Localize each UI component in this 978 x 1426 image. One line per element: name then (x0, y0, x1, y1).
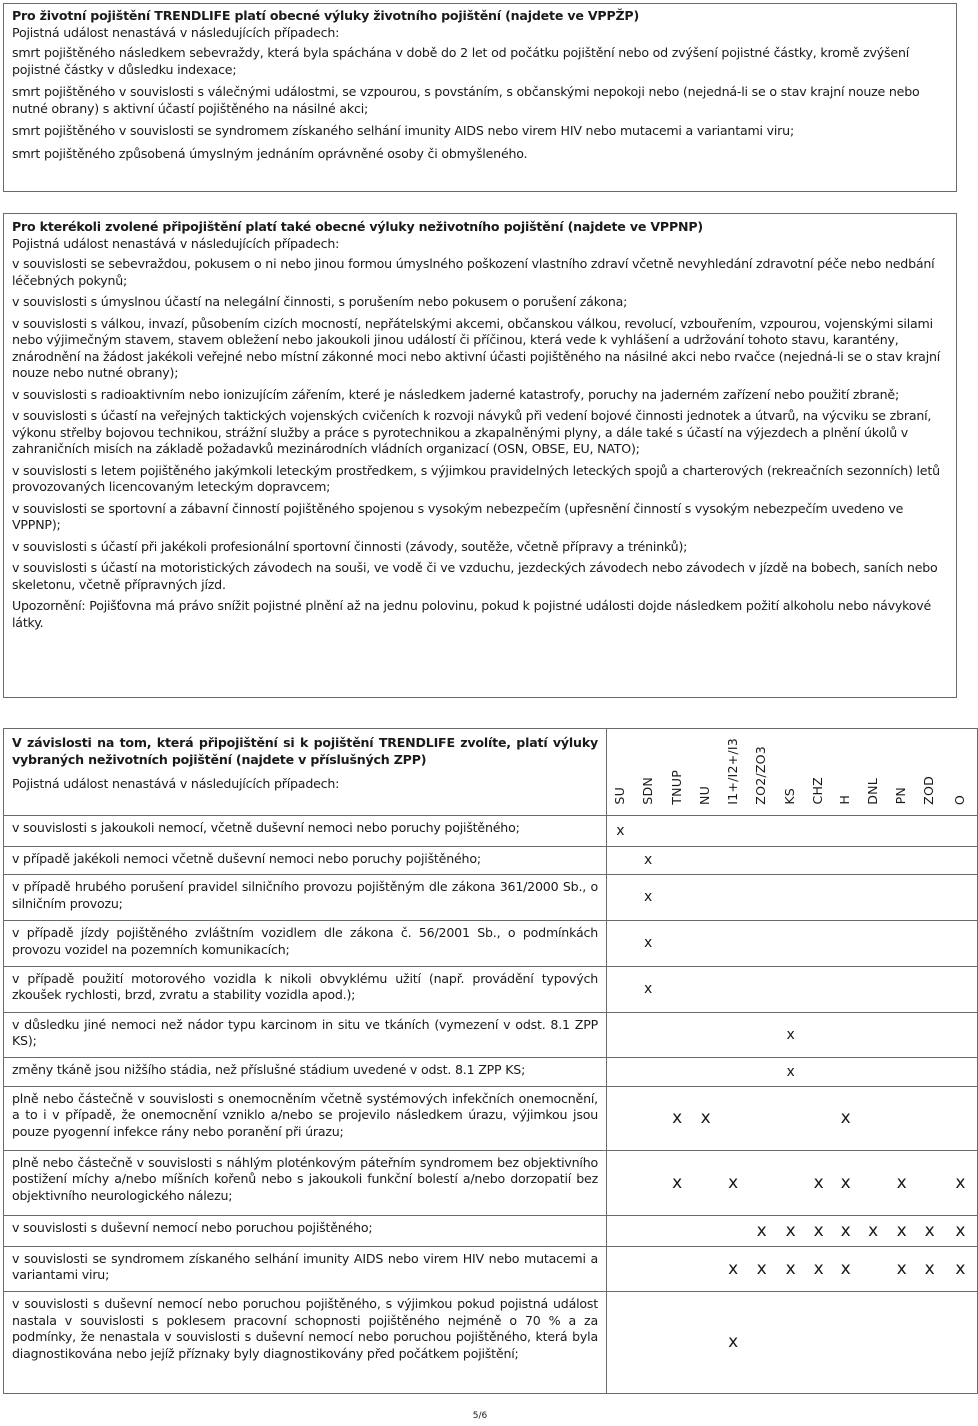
exclusion-mark (747, 921, 777, 967)
nonlife-exclusions-heading: Pro kterékoli zvolené připojištění platí také obecné výluky neživotního pojištění (najdete ve VPPNP) (12, 219, 703, 234)
column-label: KS (782, 788, 798, 805)
exclusion-mark (663, 1246, 692, 1292)
exclusion-mark (747, 966, 777, 1012)
exclusion-mark (663, 921, 692, 967)
exclusion-mark (888, 1012, 916, 1058)
exclusion-mark (916, 1086, 944, 1150)
exclusion-mark (720, 966, 747, 1012)
exclusion-mark (888, 1058, 916, 1086)
exclusion-mark: x (777, 1246, 805, 1292)
exclusion-mark (859, 1086, 888, 1150)
row-description: plně nebo částečně v souvislosti s náhlým ploténkovým páteřním syndromem bez objektivního postižení míchy a/nebo míšních kořenů nebo s jakoukoli funkční bolestí a/nebo dorzopatií bez objektivního neurologického nálezu; (4, 1150, 607, 1215)
exclusion-mark (607, 1216, 634, 1247)
exclusion-mark (805, 1292, 833, 1394)
exclusion-mark (888, 1292, 916, 1394)
exclusion-mark (607, 966, 634, 1012)
column-header (944, 729, 978, 816)
exclusion-mark (916, 846, 944, 874)
rider-exclusions-table (3, 728, 978, 1394)
exclusion-mark (916, 1012, 944, 1058)
exclusion-mark: x (663, 1086, 692, 1150)
row-description: v případě jakékoli nemoci včetně duševní nemoci nebo poruchy pojištěného; (4, 846, 607, 874)
table-row (4, 846, 978, 874)
exclusion-mark (720, 1216, 747, 1247)
exclusion-mark (833, 921, 859, 967)
row-description: v případě použití motorového vozidla k nikoli obvyklému užití (např. provádění typových zkoušek rychlosti, brzd, zvratu a stability vozidla apod.); (4, 966, 607, 1012)
exclusion-mark (944, 875, 978, 921)
exclusion-mark (720, 816, 747, 847)
exclusion-mark (692, 966, 720, 1012)
exclusion-mark (663, 1292, 692, 1394)
exclusion-mark (859, 1012, 888, 1058)
exclusion-mark (833, 966, 859, 1012)
exclusion-mark (720, 1086, 747, 1150)
exclusion-mark (607, 846, 634, 874)
exclusion-item: smrt pojištěného způsobená úmyslným jednáním oprávněné osoby či obmyšleného. (12, 145, 528, 161)
exclusion-mark: x (634, 966, 663, 1012)
table-heading: V závislosti na tom, která připojištění si k pojištění TRENDLIFE zvolíte, platí výluky vybraných neživotních pojištění (najdete v příslušných ZPP) (12, 735, 598, 767)
exclusion-mark (859, 1292, 888, 1394)
table-header-row (4, 729, 978, 816)
exclusion-item: Upozornění: Pojišťovna má právo snížit pojistné plnění až na jednu polovinu, pokud k pojistné události dojde následkem požití alkoholu nebo návykové látky. (12, 598, 932, 630)
exclusion-mark (916, 1150, 944, 1215)
exclusion-mark (777, 875, 805, 921)
row-description: v případě jízdy pojištěného zvláštním vozidlem dle zákona č. 56/2001 Sb., o podmínkách provozu vozidel na pozemních komunikacích; (4, 921, 607, 967)
exclusion-mark: x (916, 1216, 944, 1247)
exclusion-mark (916, 1292, 944, 1394)
column-label: ZO2/ZO3 (753, 746, 769, 805)
column-label: O (952, 794, 967, 805)
exclusion-mark (720, 875, 747, 921)
exclusion-mark: x (833, 1150, 859, 1215)
exclusion-mark (777, 816, 805, 847)
exclusion-mark: x (777, 1012, 805, 1058)
exclusion-mark: x (634, 846, 663, 874)
table-row (4, 1292, 978, 1394)
exclusion-mark (944, 1012, 978, 1058)
exclusion-mark (607, 1150, 634, 1215)
table-row (4, 1058, 978, 1086)
exclusion-mark (634, 1012, 663, 1058)
exclusion-mark (888, 921, 916, 967)
exclusion-mark (888, 1086, 916, 1150)
exclusion-mark (720, 846, 747, 874)
column-header (692, 729, 720, 816)
exclusion-mark (805, 1086, 833, 1150)
exclusion-mark (805, 875, 833, 921)
exclusion-mark: x (720, 1292, 747, 1394)
life-exclusions-box (3, 3, 957, 192)
exclusion-mark: x (747, 1216, 777, 1247)
table-row (4, 875, 978, 921)
exclusion-item: v souvislosti s úmyslnou účastí na nelegální činnosti, s porušením nebo pokusem o porušení zákona; (12, 294, 628, 309)
exclusion-mark (944, 966, 978, 1012)
exclusion-mark (833, 1292, 859, 1394)
exclusion-mark (805, 846, 833, 874)
exclusion-mark (833, 1012, 859, 1058)
exclusion-mark (692, 1150, 720, 1215)
exclusion-mark (663, 1216, 692, 1247)
exclusion-mark: x (888, 1216, 916, 1247)
exclusion-mark (916, 921, 944, 967)
exclusion-mark (607, 875, 634, 921)
exclusion-mark (859, 1058, 888, 1086)
exclusion-mark (692, 816, 720, 847)
column-label: SU (612, 787, 627, 805)
column-header (607, 729, 634, 816)
exclusion-item: v souvislosti s účastí na veřejných taktických vojenských cvičeních k rozvoji návyků při vedení bojové činnosti jednotek a útvarů, na výcviku se zbraní, výkonu střelby bojovou technikou, strážní služby a práce s pyrotechnikou a zkapalněnými plyny, a dále také s účastí na výjezdech a plnění úkolů v zahraničních misích na základě požadavků mezinárodních vládních organizací (OSN, OBSE, EU, NATO); (12, 408, 932, 456)
exclusion-mark (634, 1246, 663, 1292)
exclusion-mark: x (916, 1246, 944, 1292)
exclusion-item: v souvislosti se sportovní a zábavní činností pojištěného spojenou s vysokým nebezpečím (upřesnění činností s vysokým nebezpečím uvedeno ve VPPNP); (12, 500, 904, 532)
exclusion-mark: x (944, 1216, 978, 1247)
exclusion-item: v souvislosti s válkou, invazí, působením cizích mocností, nepřátelskými akcemi, občanskou válkou, revolucí, vzbouřením, vzpourou, vojenskými silami nebo výjimečným stavem, stavem obležení nebo jakoukoli jinou událostí či příčinou, která vede k vyhlášení a udržování tohoto stavu, karantény, znárodnění na žádost jakékoli veřejné nebo místní zákonné moci nebo aktivní účasti pojištěného na násilné akci nebo rvačce (nejedná-li se o stav krajní nouze nebo nutné obrany); (12, 315, 941, 380)
exclusion-mark (859, 846, 888, 874)
exclusion-mark: x (747, 1246, 777, 1292)
exclusion-mark (777, 846, 805, 874)
exclusion-mark (692, 1012, 720, 1058)
exclusion-mark (607, 1012, 634, 1058)
exclusion-mark (663, 816, 692, 847)
exclusion-mark: x (663, 1150, 692, 1215)
exclusion-item: v souvislosti se sebevraždou, pokusem o ni nebo jinou formou úmyslného poškození vlastního zdraví včetně nevyhledání zdravotní péče nebo nedbání léčebných pokynů; (12, 256, 935, 288)
exclusion-mark (888, 816, 916, 847)
exclusion-mark (607, 921, 634, 967)
row-description: změny tkáně jsou nižšího stádia, než příslušné stádium uvedené v odst. 8.1 ZPP KS; (4, 1058, 607, 1086)
exclusion-mark (859, 966, 888, 1012)
table-row (4, 1150, 978, 1215)
column-header (859, 729, 888, 816)
exclusion-mark (747, 1150, 777, 1215)
exclusion-mark (833, 875, 859, 921)
exclusion-mark (859, 1246, 888, 1292)
exclusion-mark (692, 846, 720, 874)
exclusion-mark: x (833, 1216, 859, 1247)
exclusion-mark (833, 846, 859, 874)
column-header (720, 729, 747, 816)
row-description: v souvislosti s duševní nemocí nebo poruchou pojištěného, s výjimkou pokud pojistná událost nastala v souvislosti s poklesem pracovní schopnosti pojištěného nejméně o 70 % a za podmínky, že nenastala v souvislosti s duševní nemocí nebo poruchou pojištěného, která byla diagnostikována nebo jejíž příznaky byly diagnostikovány před počátkem pojištění; (4, 1292, 607, 1394)
table-row (4, 1216, 978, 1247)
exclusion-mark: x (607, 816, 634, 847)
exclusion-mark (692, 1292, 720, 1394)
exclusion-item: smrt pojištěného následkem sebevraždy, která byla spáchána v době do 2 let od počátku pojištění nebo od zvýšení pojistné částky, kromě zvýšení pojistné částky v důsledku indexace; (12, 45, 910, 77)
exclusion-mark (663, 875, 692, 921)
column-label: ZOD (921, 775, 937, 805)
exclusion-mark (607, 1292, 634, 1394)
page-number: 5/6 (472, 1411, 488, 1421)
exclusion-mark: x (805, 1246, 833, 1292)
table-row (4, 1086, 978, 1150)
exclusion-mark (720, 921, 747, 967)
exclusion-item: v souvislosti s letem pojištěného jakýmkoli leteckým prostředkem, s výjimkou pravidelných leteckých spojů a charterových (rekreačních sezonních) letů provozovaných licencovaným leteckým dopravcem; (12, 462, 940, 494)
exclusion-mark (720, 1058, 747, 1086)
exclusion-mark (607, 1058, 634, 1086)
column-label: DNL (864, 778, 880, 805)
exclusion-mark (747, 1086, 777, 1150)
exclusion-mark (888, 875, 916, 921)
exclusion-mark (916, 816, 944, 847)
exclusion-mark (747, 875, 777, 921)
exclusion-mark: x (888, 1150, 916, 1215)
exclusion-mark: x (805, 1216, 833, 1247)
column-header (888, 729, 916, 816)
exclusion-mark (747, 816, 777, 847)
exclusion-mark (692, 875, 720, 921)
exclusion-mark: x (692, 1086, 720, 1150)
exclusion-mark (805, 1058, 833, 1086)
table-intro: Pojistná událost nenastává v následujících případech: (12, 776, 340, 791)
exclusion-mark (805, 921, 833, 967)
exclusion-mark (607, 1246, 634, 1292)
column-header (747, 729, 777, 816)
exclusion-mark (888, 846, 916, 874)
nonlife-exclusions-intro: Pojistná událost nenastává v následujících případech: (12, 235, 340, 251)
column-label: H (837, 795, 853, 805)
exclusion-mark (747, 846, 777, 874)
exclusion-mark (944, 1292, 978, 1394)
exclusion-mark (777, 966, 805, 1012)
exclusion-mark (747, 1292, 777, 1394)
exclusion-mark: x (833, 1246, 859, 1292)
exclusion-mark (663, 1012, 692, 1058)
exclusion-mark (777, 1292, 805, 1394)
nonlife-exclusions-list (12, 256, 948, 631)
exclusion-mark (916, 966, 944, 1012)
table-row (4, 966, 978, 1012)
exclusion-mark (833, 1058, 859, 1086)
exclusion-mark: x (777, 1216, 805, 1247)
exclusion-mark (634, 1058, 663, 1086)
column-header (777, 729, 805, 816)
exclusion-mark: x (720, 1246, 747, 1292)
exclusion-mark (944, 921, 978, 967)
exclusion-mark (663, 1058, 692, 1086)
table-row (4, 921, 978, 967)
exclusion-mark (692, 921, 720, 967)
exclusion-item: v souvislosti s radioaktivním nebo ionizujícím zářením, které je následkem jaderné katastrofy, poruchy na jaderném zařízení nebo použití zbraně; (12, 386, 900, 402)
exclusion-mark: x (833, 1086, 859, 1150)
exclusion-mark (777, 921, 805, 967)
column-label: PN (893, 787, 909, 805)
exclusion-mark (859, 921, 888, 967)
exclusion-mark: x (944, 1150, 978, 1215)
nonlife-exclusions-box (3, 213, 957, 698)
row-description: plně nebo částečně v souvislosti s onemocněním včetně systémových infekčních onemocnění, a to i v případě, že onemocnění vzniklo a/nebo se projevilo následkem úrazu, výjimkou jsou pouze pyogenní infekce rány nebo poranění při úrazu; (4, 1086, 607, 1150)
exclusion-mark (692, 1216, 720, 1247)
column-header (805, 729, 833, 816)
row-description: v souvislosti s jakoukoli nemocí, včetně duševní nemoci nebo poruchy pojištěného; (4, 816, 607, 847)
exclusion-mark (944, 816, 978, 847)
exclusion-mark (916, 1058, 944, 1086)
exclusion-item: v souvislosti s účastí při jakékoli profesionální sportovní činnosti (závody, soutěže, včetně přípravy a tréninků); (12, 538, 688, 554)
exclusion-mark: x (777, 1058, 805, 1086)
table-row (4, 816, 978, 847)
column-label: CHZ (810, 777, 826, 805)
exclusion-mark (747, 1012, 777, 1058)
exclusion-mark (833, 816, 859, 847)
exclusion-mark (634, 1150, 663, 1215)
column-header (916, 729, 944, 816)
column-label: I1+/I2+/I3 (724, 738, 740, 805)
life-exclusions-intro: Pojistná událost nenastává v následujících případech: (12, 24, 340, 40)
row-description: v důsledku jiné nemoci než nádor typu karcinom in situ ve tkáních (vymezení v odst. 8.1 ZPP KS); (4, 1012, 607, 1058)
column-label: NU (697, 785, 713, 805)
exclusion-mark (634, 1292, 663, 1394)
column-label: TNUP (668, 770, 684, 805)
column-header (663, 729, 692, 816)
exclusion-mark (944, 846, 978, 874)
exclusion-mark (777, 1086, 805, 1150)
exclusion-mark (634, 816, 663, 847)
row-description: v souvislosti s duševní nemocí nebo poruchou pojištěného; (4, 1216, 607, 1247)
exclusion-mark (805, 966, 833, 1012)
row-description: v souvislosti se syndromem získaného selhání imunity AIDS nebo virem HIV nebo mutacemi a variantami viru; (4, 1246, 607, 1292)
row-description: v případě hrubého porušení pravidel silničního provozu pojištěným dle zákona 361/2000 Sb., o silničním provozu; (4, 875, 607, 921)
exclusion-mark (663, 966, 692, 1012)
column-label: SDN (639, 777, 655, 805)
table-row (4, 1012, 978, 1058)
life-exclusions-heading: Pro životní pojištění TRENDLIFE platí obecné výluky životního pojištění (najdete ve VPPŽP) (12, 8, 640, 23)
exclusion-mark (888, 966, 916, 1012)
exclusion-item: v souvislosti s účastí na motoristických závodech na souši, ve vodě či ve vzduchu, jezdeckých závodech nebo závodech v jízdě na bobech, saních nebo skeletonu, včetně přípravných jízd. (12, 560, 938, 592)
table-row (4, 1246, 978, 1292)
exclusion-mark (859, 875, 888, 921)
exclusion-mark (634, 1216, 663, 1247)
exclusion-mark: x (944, 1246, 978, 1292)
exclusion-mark (916, 875, 944, 921)
table-header-cell (4, 729, 607, 816)
exclusion-mark (663, 846, 692, 874)
exclusion-mark (805, 1012, 833, 1058)
exclusion-mark: x (634, 875, 663, 921)
exclusion-mark (944, 1058, 978, 1086)
exclusion-mark (747, 1058, 777, 1086)
exclusion-mark (692, 1246, 720, 1292)
exclusion-mark: x (805, 1150, 833, 1215)
exclusion-mark: x (888, 1246, 916, 1292)
exclusion-mark (607, 1086, 634, 1150)
exclusion-mark (859, 816, 888, 847)
exclusion-item: smrt pojištěného v souvislosti s válečnými událostmi, se vzpourou, s povstáním, s občanskými nepokoji nebo (nejedná-li se o stav krajní nouze nebo nutné obrany) s aktivní účastí pojištěného na násilné akci; (12, 84, 920, 116)
column-header (833, 729, 859, 816)
exclusion-mark: x (634, 921, 663, 967)
exclusion-mark (777, 1150, 805, 1215)
exclusion-mark: x (859, 1216, 888, 1247)
exclusion-mark: x (720, 1150, 747, 1215)
exclusion-mark (805, 816, 833, 847)
column-header (634, 729, 663, 816)
exclusion-mark (692, 1058, 720, 1086)
exclusion-mark (634, 1086, 663, 1150)
exclusion-mark (859, 1150, 888, 1215)
exclusion-mark (720, 1012, 747, 1058)
exclusion-item: smrt pojištěného v souvislosti se syndromem získaného selhání imunity AIDS nebo virem HIV nebo mutacemi a variantami viru; (12, 123, 794, 138)
exclusion-mark (944, 1086, 978, 1150)
